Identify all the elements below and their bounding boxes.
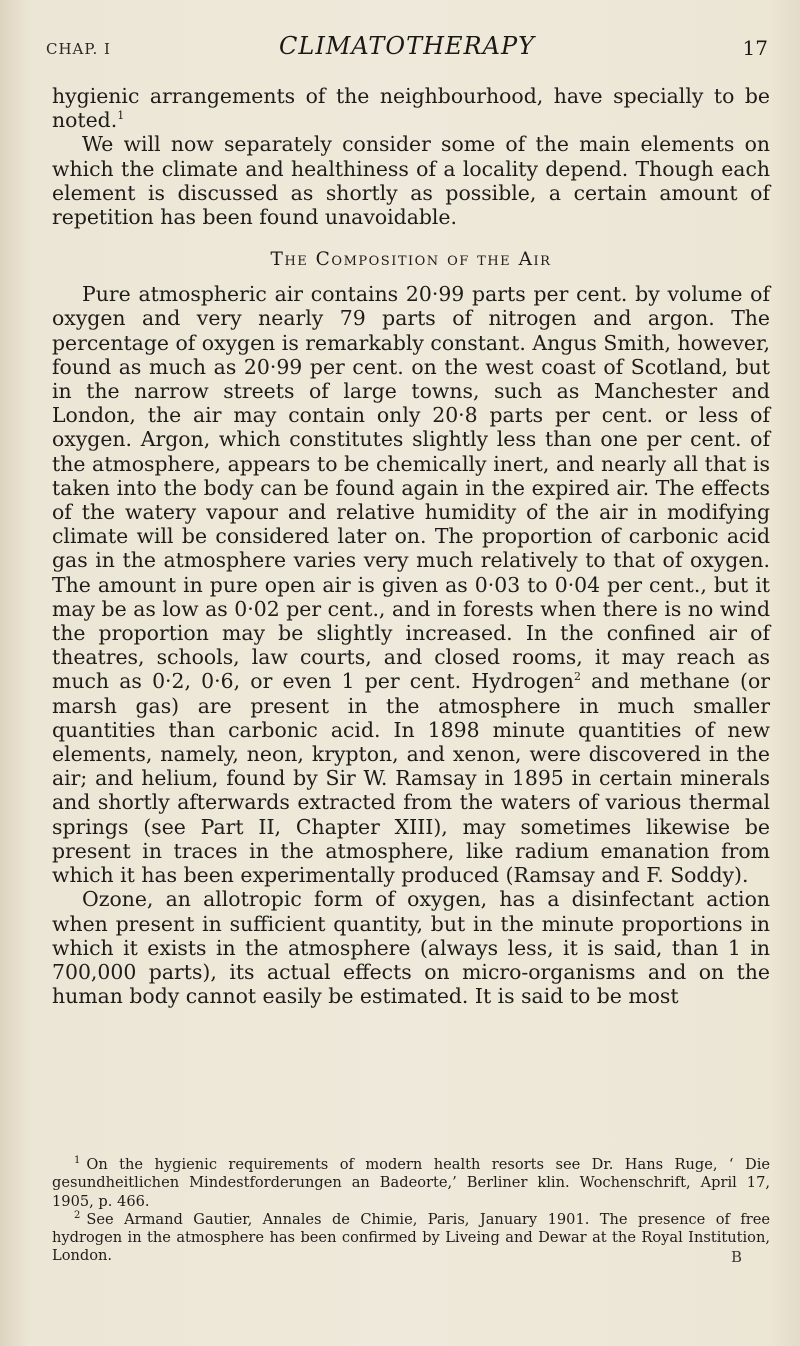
running-header <box>46 32 768 72</box>
main-text <box>52 84 770 1008</box>
paragraph-text: Pure atmospheric air contains 20·99 parts per cent. by volume of oxygen and very nearly 79 parts of nitrogen and argon. The percentage of oxygen is remarkably constant. Angus Smith, however, found as much as 20·99 per cent. on the west coast of Scotland, but in the narrow streets of large towns, such as Manchester and London, the air may contain only 20·8 parts per cent. or less of oxygen. Argon, which constitutes slightly less than one per cent. of the atmosphere, appears to be chemically inert, and nearly all that is taken into the body can be found again in the expired air. The effects of the watery vapour and relative humidity of the air in modifying climate will be considered later on. The proportion of carbonic acid gas in the atmosphere varies very much relatively to that of oxygen. The amount in pure open air is given as 0·03 to 0·04 per cent., but it may be as low as 0·02 per cent., and in forests when there is no wind the proportion may be slightly increased. In the confined air of theatres, schools, law courts, and closed rooms, it may reach as much as 0·2, 0·6, or even 1 per cent. Hydrogen <box>52 282 770 694</box>
paragraph-composition <box>52 282 770 887</box>
footnote-ref-2: 2 <box>573 670 581 684</box>
footnote-2 <box>52 1211 770 1266</box>
running-title: CLIMATOTHERAPY <box>279 32 535 60</box>
paragraph-ozone: Ozone, an allotropic form of oxygen, has a disinfectant action when present in sufficient quantity, but in the minute proportions in which it exists in the atmosphere (always less, it is said, than 1 in 700,000 parts), its actual effects on micro-organisms and on the human body cannot easily be estimated. It is said to be most <box>52 887 770 1009</box>
paragraph-elements: We will now separately consider some of the main elements on which the climate and healthiness of a locality depend. Though each element is discussed as shortly as possible, a certain amount of repetition has been found unavoidable. <box>52 132 770 230</box>
paragraph-text: hygienic arrangements of the neighbourhood, have specially to be noted. <box>52 84 770 133</box>
chapter-label: CHAP. I <box>46 40 111 58</box>
footnote-text: See Armand Gautier, Annales de Chimie, Paris, January 1901. The presence of free hydrogen in the atmosphere has been confirmed by Liveing and Dewar at the Royal Institution, London. <box>52 1210 770 1265</box>
signature-mark: B <box>730 1248 742 1266</box>
footnote-ref-1: 1 <box>117 109 125 123</box>
paragraph-text: and methane (or marsh gas) are present in the atmosphere in much smaller quantities than carbonic acid. In 1898 minute quantities of new elements, namely, neon, krypton, and xenon, were discovered in the air; and helium, found by Sir W. Ramsay in 1895 in certain minerals and shortly afterwards extracted from the waters of various thermal springs (see Part II, Chapter XIII), may sometimes likewise be present in traces in the atmosphere, like radium emanation from which it has been experimentally produced (Ramsay and F. Soddy). <box>52 669 770 888</box>
footnote-text: On the hygienic requirements of modern health resorts see Dr. Hans Ruge, ‘ Die gesundheitlichen Mindestforderungen an Badeorte,’ Berliner klin. Wochenschrift, April 17, 1905, p. 466. <box>52 1156 770 1210</box>
paragraph-continued <box>52 84 770 132</box>
footnotes <box>52 1156 770 1266</box>
page-number: 17 <box>742 36 768 60</box>
footnote-1 <box>52 1156 770 1211</box>
footnote-mark: 1 <box>74 1155 81 1167</box>
footnote-mark: 2 <box>74 1210 81 1222</box>
section-heading: The Composition of the Air <box>270 249 552 271</box>
